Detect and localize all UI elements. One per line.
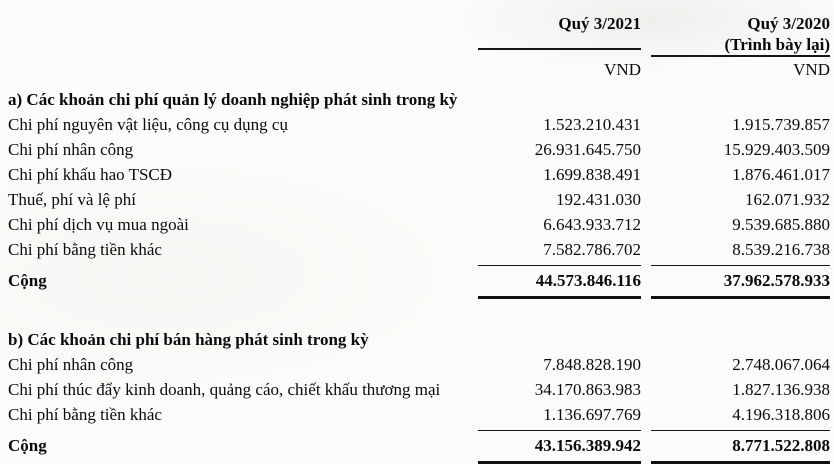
spacer bbox=[8, 25, 468, 29]
table-row bbox=[8, 162, 830, 187]
row-value-2020: 9.539.685.880 bbox=[732, 215, 830, 234]
table-row bbox=[8, 137, 830, 162]
row-label: Chi phí thúc đẩy kinh doanh, quảng cáo, chiết khấu thương mại bbox=[8, 380, 441, 399]
section-b-title-row bbox=[8, 327, 830, 352]
row-value-2020: 2.748.067.064 bbox=[732, 355, 830, 374]
total-value-2021: 43.156.389.942 bbox=[478, 430, 641, 464]
unit-vnd-2020: VND bbox=[793, 60, 830, 79]
section-b-total-row bbox=[8, 430, 830, 464]
table-row bbox=[8, 377, 830, 402]
section-gap bbox=[8, 299, 830, 321]
row-value-2021: 192.431.030 bbox=[556, 190, 641, 209]
row-label: Chi phí khấu hao TSCĐ bbox=[8, 165, 173, 184]
row-value-2021: 1.523.210.431 bbox=[543, 115, 641, 134]
column-note-2021 bbox=[478, 48, 641, 50]
total-label: Cộng bbox=[8, 271, 47, 290]
section-a-title-row bbox=[8, 87, 830, 112]
row-label: Chi phí bằng tiền khác bbox=[8, 405, 162, 424]
currency-unit-row bbox=[8, 57, 830, 81]
row-label: Chi phí bằng tiền khác bbox=[8, 240, 162, 259]
total-value-2020: 37.962.578.933 bbox=[651, 265, 830, 299]
row-value-2021: 1.699.838.491 bbox=[543, 165, 641, 184]
row-label: Chi phí nhân công bbox=[8, 355, 134, 374]
row-value-2020: 1.827.136.938 bbox=[732, 380, 830, 399]
table-row bbox=[8, 352, 830, 377]
table-row bbox=[8, 187, 830, 212]
row-label: Chi phí dịch vụ mua ngoài bbox=[8, 215, 189, 234]
table-row bbox=[8, 112, 830, 137]
row-value-2021: 1.136.697.769 bbox=[543, 405, 641, 424]
row-value-2020: 1.915.739.857 bbox=[732, 115, 830, 134]
row-value-2021: 7.582.786.702 bbox=[543, 240, 641, 259]
row-label: Thuế, phí và lệ phí bbox=[8, 190, 136, 209]
total-value-2021: 44.573.846.116 bbox=[478, 265, 641, 299]
row-value-2020: 162.071.932 bbox=[745, 190, 830, 209]
table-row bbox=[8, 212, 830, 237]
column-header-q3-2020: Quý 3/2020 bbox=[747, 14, 830, 33]
row-label: Chi phí nhân công bbox=[8, 140, 134, 159]
row-value-2021: 26.931.645.750 bbox=[534, 140, 641, 159]
row-value-2020: 8.539.216.738 bbox=[732, 240, 830, 259]
row-value-2021: 34.170.863.983 bbox=[534, 380, 641, 399]
column-note-row bbox=[8, 34, 830, 57]
column-header-q3-2021: Quý 3/2021 bbox=[558, 14, 641, 33]
total-value-2020: 8.771.522.808 bbox=[651, 430, 830, 464]
row-value-2021: 6.643.933.712 bbox=[543, 215, 641, 234]
table-row bbox=[8, 402, 830, 427]
total-label: Cộng bbox=[8, 436, 47, 455]
row-value-2021: 7.848.828.190 bbox=[543, 355, 641, 374]
unit-vnd-2021: VND bbox=[604, 60, 641, 79]
row-label: Chi phí nguyên vật liệu, công cụ dụng cụ bbox=[8, 115, 288, 134]
table-row bbox=[8, 237, 830, 262]
row-value-2020: 1.876.461.017 bbox=[732, 165, 830, 184]
column-note-2020-restated: (Trình bày lại) bbox=[651, 34, 830, 57]
section-a-title: a) Các khoản chi phí quản lý doanh nghiệp phát sinh trong kỳ bbox=[8, 90, 458, 109]
spacer bbox=[8, 74, 468, 75]
row-value-2020: 4.196.318.806 bbox=[732, 405, 830, 424]
column-period-header-row bbox=[8, 9, 830, 34]
section-b-title: b) Các khoản chi phí bán hàng phát sinh trong kỳ bbox=[8, 330, 369, 349]
section-a-total-row bbox=[8, 265, 830, 299]
row-value-2020: 15.929.403.509 bbox=[723, 140, 830, 159]
